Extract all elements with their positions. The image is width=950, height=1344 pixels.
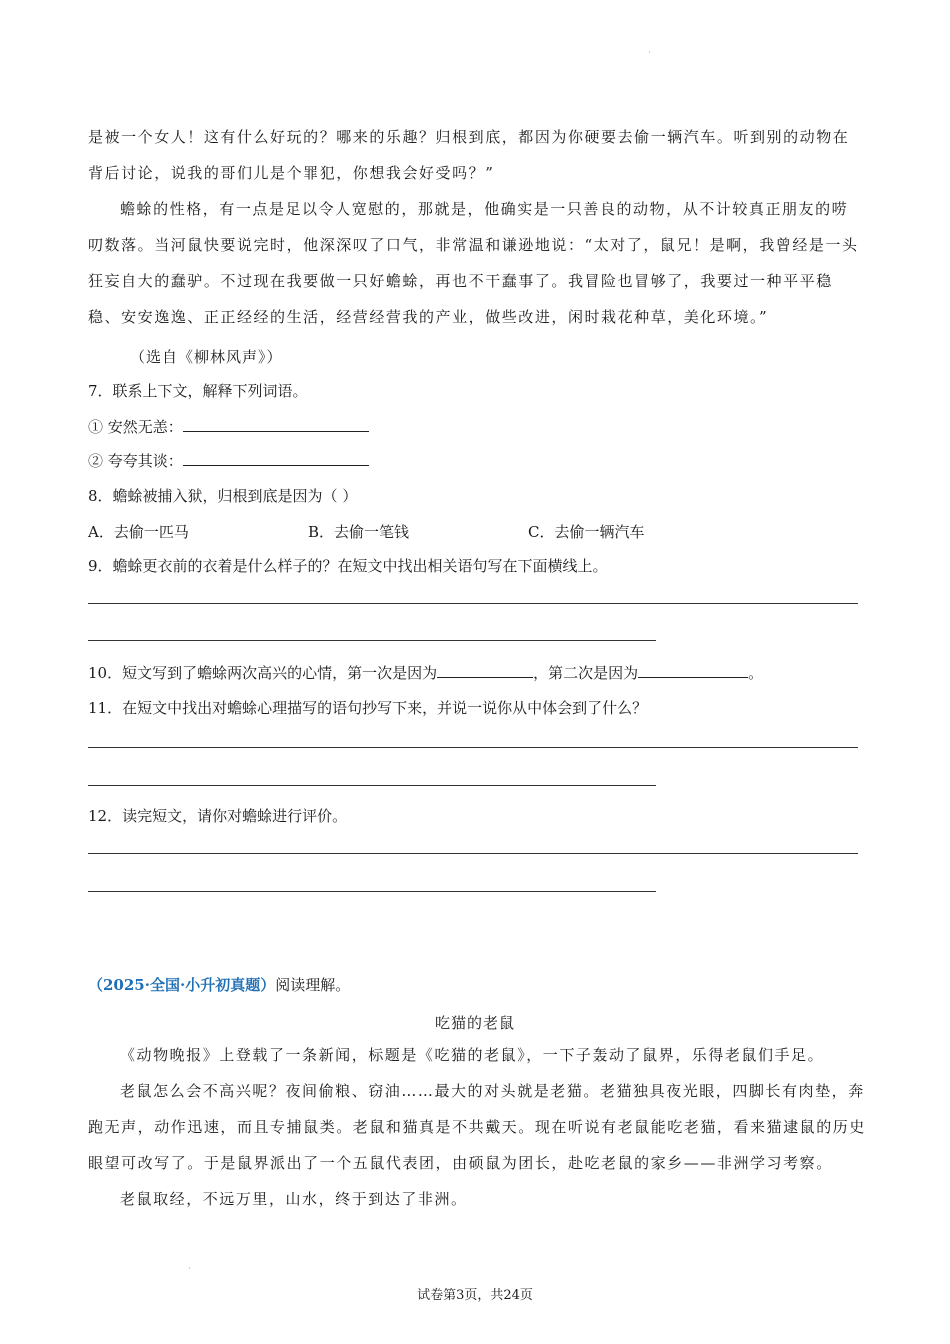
answer-blank[interactable] bbox=[183, 417, 369, 432]
question-10-part-1: 10．短文写到了蟾蜍两次高兴的心情，第一次是因为 bbox=[88, 664, 438, 682]
answer-line[interactable] bbox=[88, 603, 858, 604]
question-7-item-1 bbox=[88, 417, 369, 437]
question-10-part-2: ，第二次是因为 bbox=[533, 664, 639, 682]
passage-paragraph-2: 蟾蜍的性格，有一点是足以令人宽慰的，那就是，他确实是一只善良的动物，从不计较真正朋友的唠叨数落。当河鼠快要说完时，他深深叹了口气，非常温和谦逊地说：“太对了，鼠兄！是啊，我曾经是一头狂妄自大的蠢驴。不过现在我要做一只好蟾蜍，再也不干蠢事了。我冒险也冒够了，我要过一种平平稳稳、安安逸逸、正正经经的生活，经营经营我的产业，做些改进，闲时栽花种草，美化环境。” bbox=[88, 200, 859, 326]
passage-paragraph-1: 是被一个女人！这有什么好玩的？哪来的乐趣？归根到底，都因为你硬要去偷一辆汽车。听到别的动物在背后讨论，说我的哥们儿是个罪犯，你想我会好受吗？” bbox=[88, 128, 850, 182]
passage-two bbox=[88, 1037, 868, 1217]
question-10 bbox=[88, 663, 763, 683]
passage-source: （选自《柳林风声》） bbox=[130, 348, 283, 366]
passage-one bbox=[88, 119, 860, 335]
question-9: 9．蟾蜍更衣前的衣着是什么样子的？在短文中找出相关语句写在下面横线上。 bbox=[88, 557, 608, 575]
question-8: 8．蟾蜍被捕入狱，归根到底是因为（ ） bbox=[88, 487, 358, 505]
answer-line[interactable] bbox=[88, 891, 656, 892]
answer-line[interactable] bbox=[88, 785, 656, 786]
answer-line[interactable] bbox=[88, 640, 656, 641]
source-tag: （2025·全国·小升初真题） bbox=[88, 976, 276, 994]
option-b[interactable]: B．去偷一笔钱 bbox=[308, 523, 410, 541]
answer-blank[interactable] bbox=[183, 451, 369, 466]
answer-line[interactable] bbox=[88, 853, 858, 854]
passage-two-paragraph-1: 《动物晚报》上登载了一条新闻，标题是《吃猫的老鼠》，一下子轰动了鼠界，乐得老鼠们手足。 bbox=[120, 1046, 825, 1064]
question-7-item-2-label: ② 夸夸其谈： bbox=[88, 452, 183, 470]
option-c[interactable]: C．去偷一辆汽车 bbox=[528, 523, 645, 541]
section-instruction: 阅读理解。 bbox=[275, 976, 351, 994]
top-dot-mark: · bbox=[648, 48, 651, 57]
passage-two-paragraph-2: 老鼠怎么会不高兴呢？夜间偷粮、窃油……最大的对头就是老猫。老猫独具夜光眼，四脚长有肉垫，奔跑无声，动作迅速，而且专捕鼠类。老鼠和猫真是不共戴天。现在听说有老鼠能吃老猫，看来猫逮鼠的历史眼望可改写了。于是鼠界派出了一个五鼠代表团，由硕鼠为团长，赴吃老鼠的家乡——非洲学习考察。 bbox=[88, 1082, 866, 1172]
passage-two-paragraph-3: 老鼠取经，不远万里，山水，终于到达了非洲。 bbox=[120, 1190, 468, 1208]
question-12: 12．读完短文，请你对蟾蜍进行评价。 bbox=[88, 807, 348, 825]
question-11: 11．在短文中找出对蟾蜍心理描写的语句抄写下来，并说一说你从中体会到了什么？ bbox=[88, 699, 648, 717]
question-7-item-2 bbox=[88, 451, 369, 471]
section-header bbox=[88, 974, 350, 995]
bottom-dot-mark: · bbox=[188, 1264, 191, 1273]
answer-blank[interactable] bbox=[437, 663, 533, 678]
answer-blank[interactable] bbox=[638, 663, 748, 678]
question-10-part-3: 。 bbox=[748, 664, 764, 682]
question-7: 7．联系上下文，解释下列词语。 bbox=[88, 382, 308, 400]
option-a[interactable]: A．去偷一匹马 bbox=[88, 523, 189, 541]
answer-line[interactable] bbox=[88, 747, 858, 748]
question-7-item-1-label: ① 安然无恙： bbox=[88, 418, 183, 436]
passage-title: 吃猫的老鼠 bbox=[434, 1014, 515, 1032]
page-footer: 试卷第3页，共24页 bbox=[417, 1288, 533, 1303]
